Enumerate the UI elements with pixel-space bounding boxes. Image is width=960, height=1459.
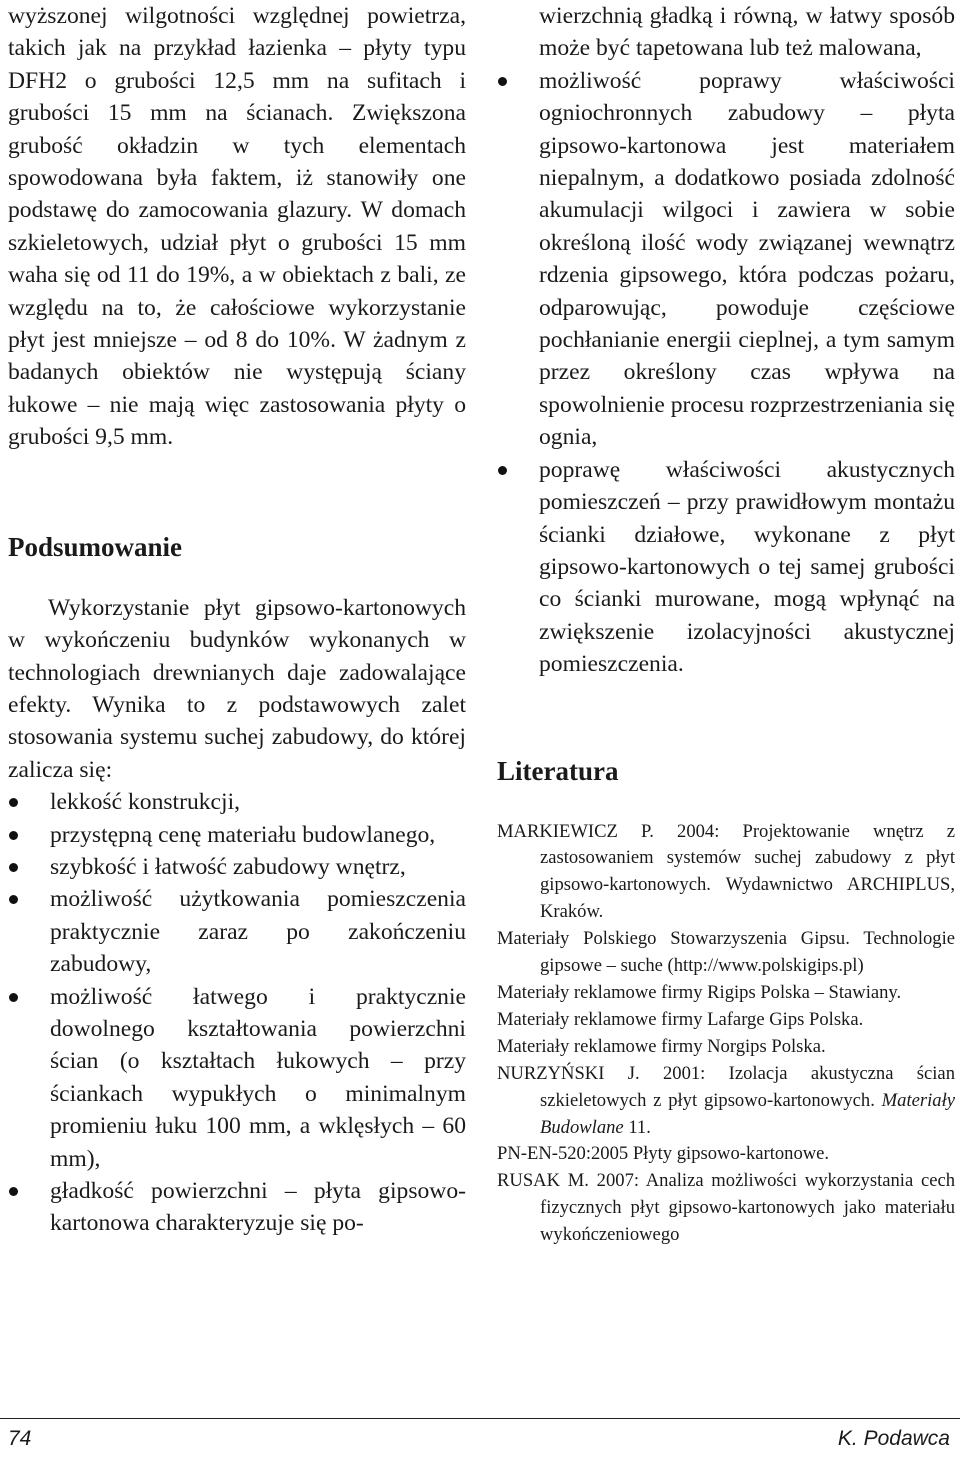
reference-list xyxy=(497,819,955,1250)
bullet-text: przystępną cenę materiału budowlanego, xyxy=(50,821,436,848)
bullet-text: możliwość łatwego i praktycznie dowolnego kształtowania powierzchni ścian (o kształtach łukowych – przy ściankach wypukłych o minimalnym promieniu łuku 100 mm, a wklęsłych – 60 mm), xyxy=(50,983,466,1172)
running-footer-author: K. Podawca xyxy=(837,1427,950,1450)
literature-heading: Literatura xyxy=(497,755,619,786)
bullet-icon xyxy=(9,993,18,1002)
list-item xyxy=(8,851,466,883)
page-number: 74 xyxy=(8,1427,32,1450)
bullet-icon xyxy=(498,466,507,475)
bullet-text: poprawę właściwości akustycznych pomieszczeń – przy prawidłowym montażu ścianki działowe, wykonane z płyt gipsowo-kartonowych o tej samej grubości co ścianki murowane, mogą wpłynąć na zwiększenie izolacyjności akustycznej pomieszczenia. xyxy=(539,456,955,678)
footer-divider xyxy=(0,1418,960,1419)
reference-item: PN-EN-520:2005 Płyty gipsowo-kartonowe. xyxy=(497,1143,830,1165)
summary-bullet-list xyxy=(8,786,466,1240)
bullet-icon xyxy=(9,831,18,840)
bullet-text: możliwość użytkowania pomieszczenia praktycznie zaraz po zakończeniu zabudowy, xyxy=(50,886,466,978)
bullet-text: szybkość i łatwość zabudowy wnętrz, xyxy=(50,853,406,880)
bullet-icon xyxy=(9,798,18,807)
list-item xyxy=(8,819,466,851)
reference-item: NURZYŃSKI J. 2001: Izolacja akustyczna ścian szkieletowych z płyt gipsowo-kartonowych. Materiały Budowlane 11. xyxy=(497,1062,955,1138)
bullet-icon xyxy=(9,895,18,904)
list-item xyxy=(8,981,466,1175)
reference-item: Materiały reklamowe firmy Norgips Polska. xyxy=(497,1035,826,1057)
bullet-text: gładkość powierzchni – płyta gipsowo-kartonowa charakteryzuje się po- xyxy=(50,1178,466,1237)
summary-paragraph: Wykorzystanie płyt gipsowo-kartonowych w wykończeniu budynków wykonanych w technologiach drewnianych daje zadowalające efekty. Wynika to z podstawowych zalet stosowania systemu suchej zabudowy, do której zalicza się: xyxy=(8,594,466,783)
reference-item: Materiały reklamowe firmy Lafarge Gips Polska. xyxy=(497,1008,864,1030)
list-item xyxy=(8,786,466,818)
continued-bullet-list xyxy=(497,65,955,681)
right-column xyxy=(497,0,955,1249)
journal-title: Materiały Budowlane xyxy=(540,1089,955,1138)
bullet-icon xyxy=(498,77,507,86)
reference-item: RUSAK M. 2007: Analiza możliwości wykorzystania cech fizycznych płyt gipsowo-kartonowych jako materiału wykończeniowego xyxy=(497,1170,955,1246)
summary-heading: Podsumowanie xyxy=(8,531,183,562)
bullet-icon xyxy=(9,1187,18,1196)
bullet-text: lekkość konstrukcji, xyxy=(50,789,241,816)
continuation-paragraph: wierzchnią gładką i równą, w łatwy sposób może być tapetowana lub też malowana, xyxy=(539,3,955,62)
list-item xyxy=(8,1175,466,1240)
bullet-text: możliwość poprawy właściwości ogniochronnych zabudowy – płyta gipsowo-kartonowa jest materiałem niepalnym, a dodatkowo posiada zdolność akumulacji wilgoci i zawiera w sobie określoną ilość wody związanej wewnątrz rdzenia gipsowego, która podczas pożaru, odparowując, powoduje częściowe pochłanianie energii cieplnej, a tym samym przez określony czas wpływa na spowolnienie procesu rozprzestrzeniania się ognia, xyxy=(539,67,956,451)
reference-item: Materiały Polskiego Stowarzyszenia Gipsu. Technologie gipsowe – suche (http://www.polskigips.pl) xyxy=(497,928,955,977)
bullet-icon xyxy=(9,863,18,872)
list-item xyxy=(497,454,955,681)
left-column xyxy=(8,0,466,1240)
list-item xyxy=(8,883,466,980)
list-item xyxy=(497,65,955,454)
reference-item: MARKIEWICZ P. 2004: Projektowanie wnętrz z zastosowaniem systemów suchej zabudowy z płyt gipsowo-kartonowych. Wydawnictwo ARCHIPLUS, Kraków. xyxy=(497,820,955,923)
reference-item: Materiały reklamowe firmy Rigips Polska – Stawiany. xyxy=(497,981,902,1003)
intro-paragraph: wyższonej wilgotności względnej powietrza, takich jak na przykład łazienka – płyty typu DFH2 o grubości 12,5 mm na sufitach i grubości 15 mm na ścianach. Zwiększona grubość okładzin w tych elementach spowodowana była faktem, iż stanowiły one podstawę do zamocowania glazury. W domach szkieletowych, udział płyt o grubości 15 mm waha się od 11 do 19%, a w obiektach z bali, ze względu na to, że całościowe wykorzystanie płyt jest mniejsze – od 8 do 10%. W żadnym z badanych obiektów nie występują ściany łukowe – nie mają więc zastosowania płyty o grubości 9,5 mm. xyxy=(8,3,466,451)
